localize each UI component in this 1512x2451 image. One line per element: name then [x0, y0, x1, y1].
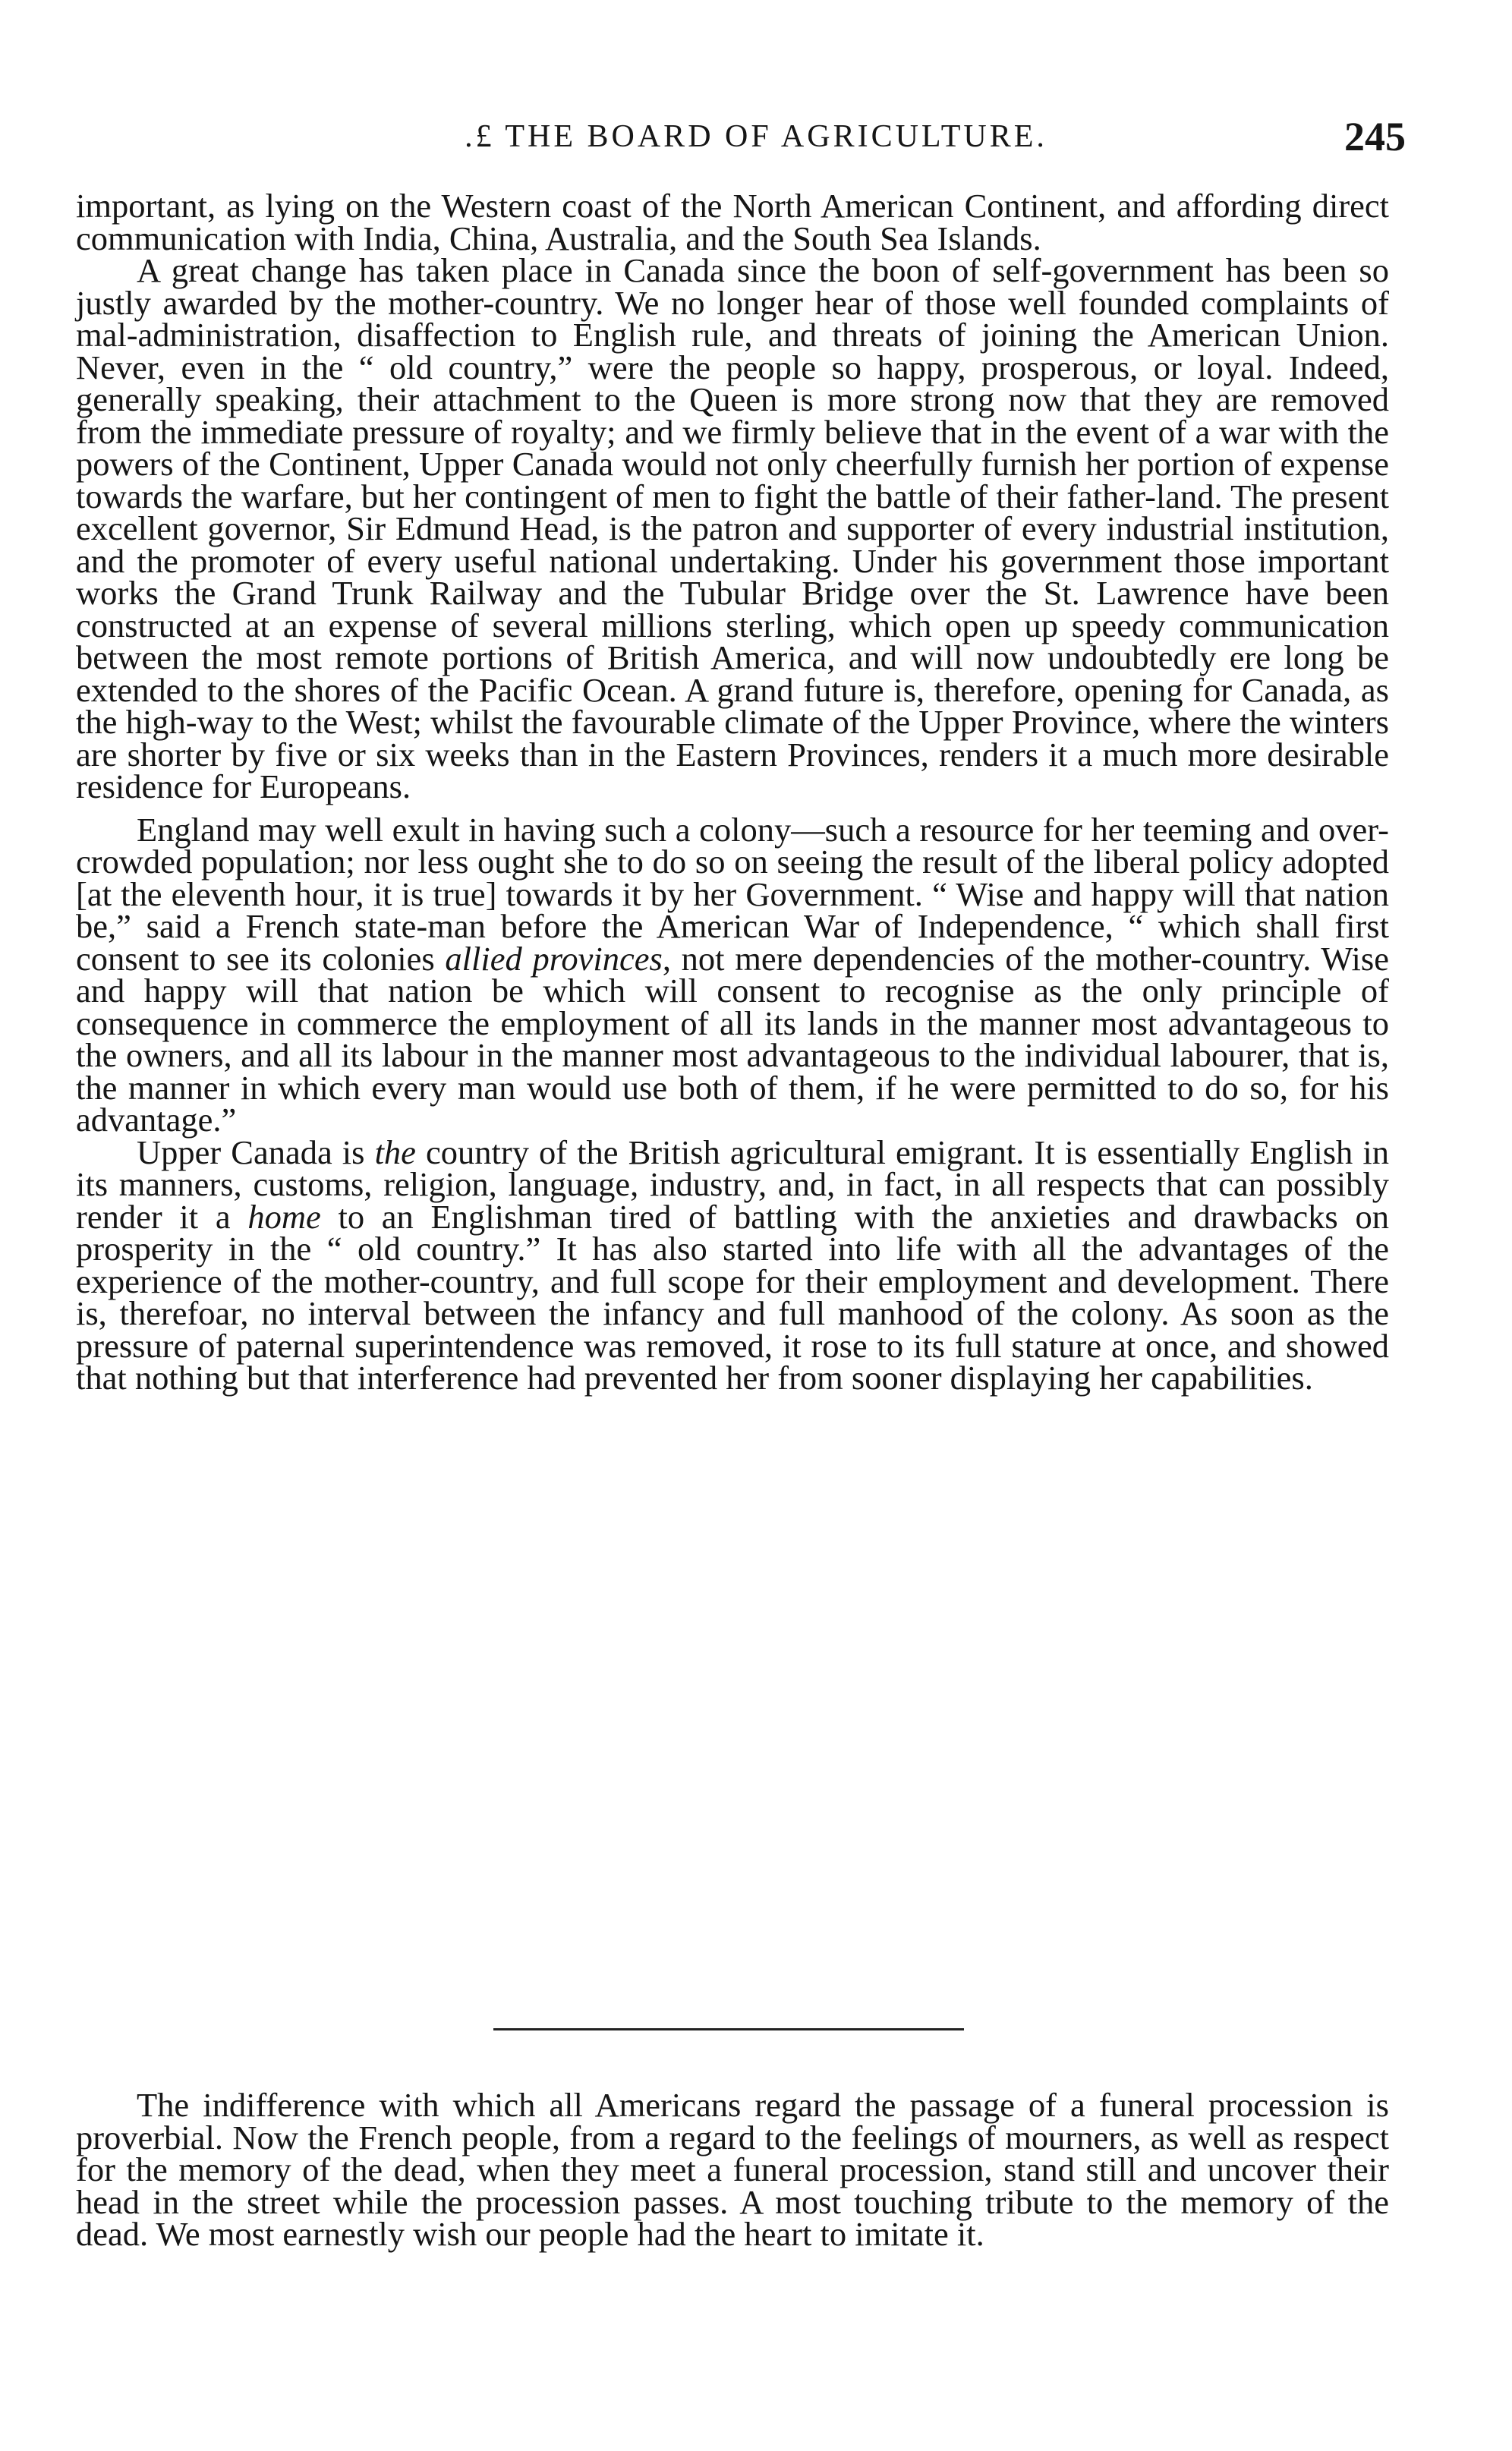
running-title: .£ THE BOARD OF AGRICULTURE.	[465, 119, 1047, 154]
running-head	[76, 106, 1436, 167]
paragraph-canada-self-government: A great change has taken place in Canada since the boon of self-government has been so justly awarded by the mother-country. We no longer hear of those well founded complaints of mal-administration, disaffection to English rule, and threats of joining the American Union. Never, even in the “ old country,” were the people so happy, prosperous, or loyal. Indeed, generally speaking, their attachment to the Queen is more strong now that they are removed from the immediate pressure of royalty; and we firmly believe that in the event of a war with the powers of the Continent, Upper Canada would not only cheerfully furnish her portion of expense towards the warfare, but her contingent of men to fight the battle of their father-land. The present excellent governor, Sir Edmund Head, is the patron and supporter of every industrial institution, and the promoter of every useful national undertaking. Under his government those important works the Grand Trunk Railway and the Tubular Bridge over the St. Lawrence have been constructed at an expense of several millions sterling, which open up speedy communication between the most remote portions of British America, and will now undoubtedly ere long be extended to the shores of the Pacific Ocean. A grand future is, therefore, opening for Canada, as the high-way to the West; whilst the favourable climate of the Upper Province, where the winters are shorter by five or six weeks than in the Eastern Provinces, renders it a much more desirable residence for Europeans.	[76, 251, 1389, 805]
paragraph-text: , not mere dependencies of the mother-country. Wise and happy will that nation be which will consent to recognise as the only principle of consequence in commerce the employment of all its lands in the manner most advantageous to the owners, and all its labour in the manner most advantageous to the individual labourer, that is, the manner in which every man would use both of them, if he were permitted to do so, for his advantage.”	[76, 939, 1389, 1139]
section-divider	[493, 2028, 964, 2030]
italic-phrase: allied provinces	[445, 939, 663, 978]
main-text	[76, 187, 1389, 1397]
italic-word: the	[374, 1133, 416, 1171]
page-number: 245	[1344, 114, 1406, 159]
footnote-text: The indifference with which all Americans regard the passage of a funeral procession is proverbial. Now the French people, from a regard to the feelings of mourners, as well as respect for the memory of the dead, when they meet a funeral procession, stand still and uncover their head in the street while the procession passes. A most touching tribute to the memory of the dead. We most earnestly wish our people had the heart to imitate it.	[76, 2086, 1389, 2253]
paragraph-text: England may well exult in having such a colony—such a resource for her teeming and over-crowded population; nor less ought she to do so on seeing the result of the liberal policy adopted [at the eleventh hour, it is true] towards it by her Government. “ Wise and happy will that nation be,” said a French state-man before the American War of Independence, “ which shall first consent to see its colonies	[76, 810, 1389, 978]
paragraph-continuation: important, as lying on the Western coast of the North American Continent, and affording direct communication with India, China, Australia, and the South Sea Islands.	[76, 187, 1389, 257]
paragraph-text: country of the British agricultural emigrant. It is essentially English in its manners, customs, religion, language, industry, and, in fact, in all respects that can possibly render it a	[76, 1133, 1389, 1236]
paragraph-england-exult	[76, 810, 1389, 1139]
paragraph-text: Upper Canada is	[137, 1133, 375, 1171]
paragraph-text: to an Englishman tired of battling with the anxieties and drawbacks on prosperity in the “ old country.” It has also started into life with all the advantages of the experience of the mother-country, and full scope for their employment and development. There is, therefoar, no interval between the infancy and full manhood of the colony. As soon as the pressure of paternal superintendence was removed, it rose to its full stature at once, and showed that nothing but that interference had prevented her from sooner displaying her capabilities.	[76, 1197, 1389, 1397]
footnote	[76, 2086, 1389, 2253]
paragraph-upper-canada	[76, 1133, 1389, 1397]
italic-word: home	[247, 1197, 321, 1236]
